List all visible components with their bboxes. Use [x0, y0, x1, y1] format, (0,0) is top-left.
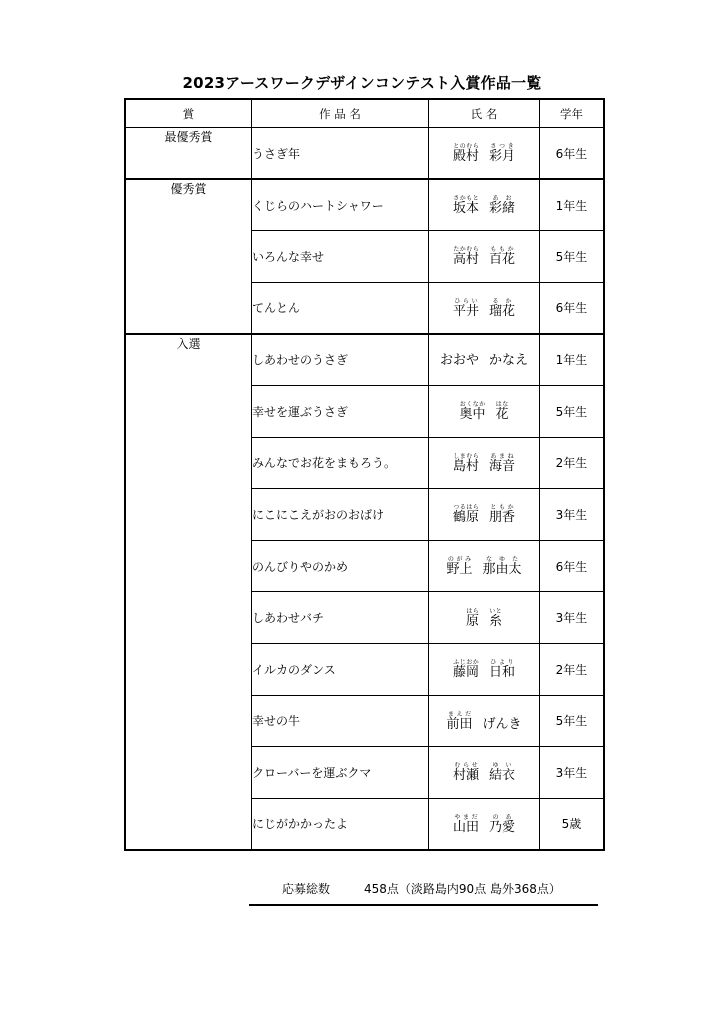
- surname-text: 前田: [446, 716, 473, 732]
- surname: [452, 246, 479, 268]
- grade: 5歳: [540, 798, 605, 850]
- surname: [452, 195, 479, 217]
- work-title: しあわせのうさぎ: [252, 334, 429, 386]
- grade: 3年生: [540, 747, 605, 799]
- entrant-name: [429, 489, 540, 541]
- given-name-furigana: はな: [495, 401, 509, 409]
- grade: 2年生: [540, 437, 605, 489]
- grade: 6年生: [540, 128, 605, 180]
- surname: [465, 607, 479, 629]
- surname: [459, 401, 486, 423]
- surname-text: 原: [465, 613, 479, 629]
- page-title: 2023アースワークデザインコンテスト入賞作品一覧: [182, 74, 542, 92]
- given-name-text: 彩月: [489, 149, 516, 165]
- given-name-text: 朋香: [489, 510, 516, 526]
- table-row: [125, 128, 604, 180]
- surname-text: おおや: [439, 352, 479, 368]
- given-name-furigana: ももか: [489, 246, 516, 254]
- surname-furigana: ひらい: [452, 297, 479, 305]
- grade: 5年生: [540, 695, 605, 747]
- work-title: いろんな幸せ: [252, 231, 429, 283]
- award-category: 入選: [125, 334, 252, 850]
- footer-divider: [249, 904, 598, 906]
- surname-text: 奥中: [459, 407, 486, 423]
- given-name: [489, 143, 516, 165]
- work-title: イルカのダンス: [252, 643, 429, 695]
- surname-furigana: さかもと: [452, 195, 479, 203]
- surname-text: 殿村: [452, 149, 479, 165]
- surname-text: 山田: [452, 819, 479, 835]
- table-row: [125, 179, 604, 231]
- given-name-furigana: ひより: [489, 659, 516, 667]
- entrant-name: [429, 437, 540, 489]
- grade: 1年生: [540, 334, 605, 386]
- given-name-furigana: のあ: [489, 813, 516, 821]
- surname: [452, 452, 479, 474]
- grade: 6年生: [540, 282, 605, 334]
- surname: [446, 556, 473, 578]
- surname: [452, 659, 479, 681]
- entrant-name: [429, 282, 540, 334]
- surname-furigana: はら: [465, 607, 479, 615]
- entrant-name: [429, 643, 540, 695]
- surname: [446, 710, 473, 732]
- total-entries: [282, 880, 561, 897]
- given-name-text: 瑠花: [489, 303, 516, 319]
- surname-text: 高村: [452, 252, 479, 268]
- work-title: しあわせバチ: [252, 592, 429, 644]
- given-name-text: 百花: [489, 252, 516, 268]
- table-header-row: [125, 99, 604, 128]
- table-row: [125, 334, 604, 386]
- entrant-name: [429, 747, 540, 799]
- given-name-text: 海音: [489, 458, 516, 474]
- work-title: てんとん: [252, 282, 429, 334]
- given-name-furigana: なゆた: [482, 556, 522, 564]
- grade: 3年生: [540, 489, 605, 541]
- given-name-furigana: あお: [489, 195, 516, 203]
- surname-furigana: たかむら: [452, 246, 479, 254]
- given-name: [489, 297, 516, 319]
- given-name-text: 糸: [489, 613, 503, 629]
- given-name-furigana: さつき: [489, 143, 516, 151]
- surname: [452, 813, 479, 835]
- work-title: 幸せを運ぶうさぎ: [252, 385, 429, 437]
- awards-table: [124, 98, 605, 851]
- given-name-text: 彩緒: [489, 201, 516, 217]
- award-category: 最優秀賞: [125, 128, 252, 180]
- work-title: 幸せの牛: [252, 695, 429, 747]
- grade: 5年生: [540, 385, 605, 437]
- entrant-name: [429, 334, 540, 386]
- given-name-text: 那由太: [482, 562, 522, 578]
- header-grade: 学年: [540, 99, 605, 128]
- given-name-text: 結衣: [489, 768, 516, 784]
- entrant-name: [429, 798, 540, 850]
- surname-furigana: まえだ: [446, 710, 473, 718]
- given-name-furigana: あまね: [489, 452, 516, 460]
- total-label: 応募総数: [282, 882, 331, 896]
- surname-text: 村瀬: [452, 768, 479, 784]
- given-name-furigana: いと: [489, 607, 503, 615]
- surname: [452, 143, 479, 165]
- grade: 2年生: [540, 643, 605, 695]
- given-name: [495, 401, 509, 423]
- surname-furigana: むらせ: [452, 762, 479, 770]
- surname: [452, 297, 479, 319]
- given-name-furigana: るか: [489, 297, 516, 305]
- header-name: 氏 名: [429, 99, 540, 128]
- given-name: [489, 813, 516, 835]
- surname-furigana: つるはら: [452, 504, 479, 512]
- grade: 6年生: [540, 540, 605, 592]
- given-name-furigana: ゆい: [489, 762, 516, 770]
- given-name: [489, 659, 516, 681]
- grade: 1年生: [540, 179, 605, 231]
- given-name-text: げんき: [482, 716, 522, 732]
- entrant-name: [429, 231, 540, 283]
- surname-furigana: のがみ: [446, 556, 473, 564]
- surname: [452, 762, 479, 784]
- given-name: [489, 504, 516, 526]
- surname-text: 平井: [452, 303, 479, 319]
- entrant-name: [429, 385, 540, 437]
- surname-furigana: とのむら: [452, 143, 479, 151]
- table-body: [125, 128, 604, 850]
- surname-furigana: やまだ: [452, 813, 479, 821]
- given-name: [489, 762, 516, 784]
- surname-text: 鶴原: [452, 510, 479, 526]
- given-name-text: かなえ: [489, 352, 529, 368]
- given-name: [483, 717, 522, 732]
- surname-text: 藤岡: [452, 665, 479, 681]
- award-category: 優秀賞: [125, 179, 252, 334]
- entrant-name: [429, 540, 540, 592]
- entrant-name: [429, 179, 540, 231]
- entrant-name: [429, 128, 540, 180]
- work-title: にこにこえがおのおばけ: [252, 489, 429, 541]
- header-work: 作 品 名: [252, 99, 429, 128]
- given-name: [489, 452, 516, 474]
- entrant-name: [429, 695, 540, 747]
- work-title: のんびりやのかめ: [252, 540, 429, 592]
- given-name: [489, 195, 516, 217]
- work-title: みんなでお花をまもろう。: [252, 437, 429, 489]
- surname: [440, 353, 479, 368]
- work-title: クローバーを運ぶクマ: [252, 747, 429, 799]
- work-title: うさぎ年: [252, 128, 429, 180]
- surname: [452, 504, 479, 526]
- given-name: [489, 246, 516, 268]
- surname-furigana: おくなか: [459, 401, 486, 409]
- grade: 5年生: [540, 231, 605, 283]
- surname-text: 野上: [446, 562, 473, 578]
- given-name-furigana: ともか: [489, 504, 516, 512]
- grade: 3年生: [540, 592, 605, 644]
- given-name: [489, 353, 528, 368]
- surname-furigana: ふじおか: [452, 659, 479, 667]
- entrant-name: [429, 592, 540, 644]
- surname-text: 坂本: [452, 201, 479, 217]
- surname-text: 島村: [452, 458, 479, 474]
- total-value: 458点（淡路島内90点 島外368点）: [364, 882, 561, 896]
- header-award: 賞: [125, 99, 252, 128]
- surname-furigana: しまむら: [452, 452, 479, 460]
- given-name-text: 花: [495, 407, 509, 423]
- work-title: くじらのハートシャワー: [252, 179, 429, 231]
- given-name-text: 乃愛: [489, 819, 516, 835]
- given-name-text: 日和: [489, 665, 516, 681]
- given-name: [482, 556, 522, 578]
- given-name: [489, 607, 503, 629]
- work-title: にじがかかったよ: [252, 798, 429, 850]
